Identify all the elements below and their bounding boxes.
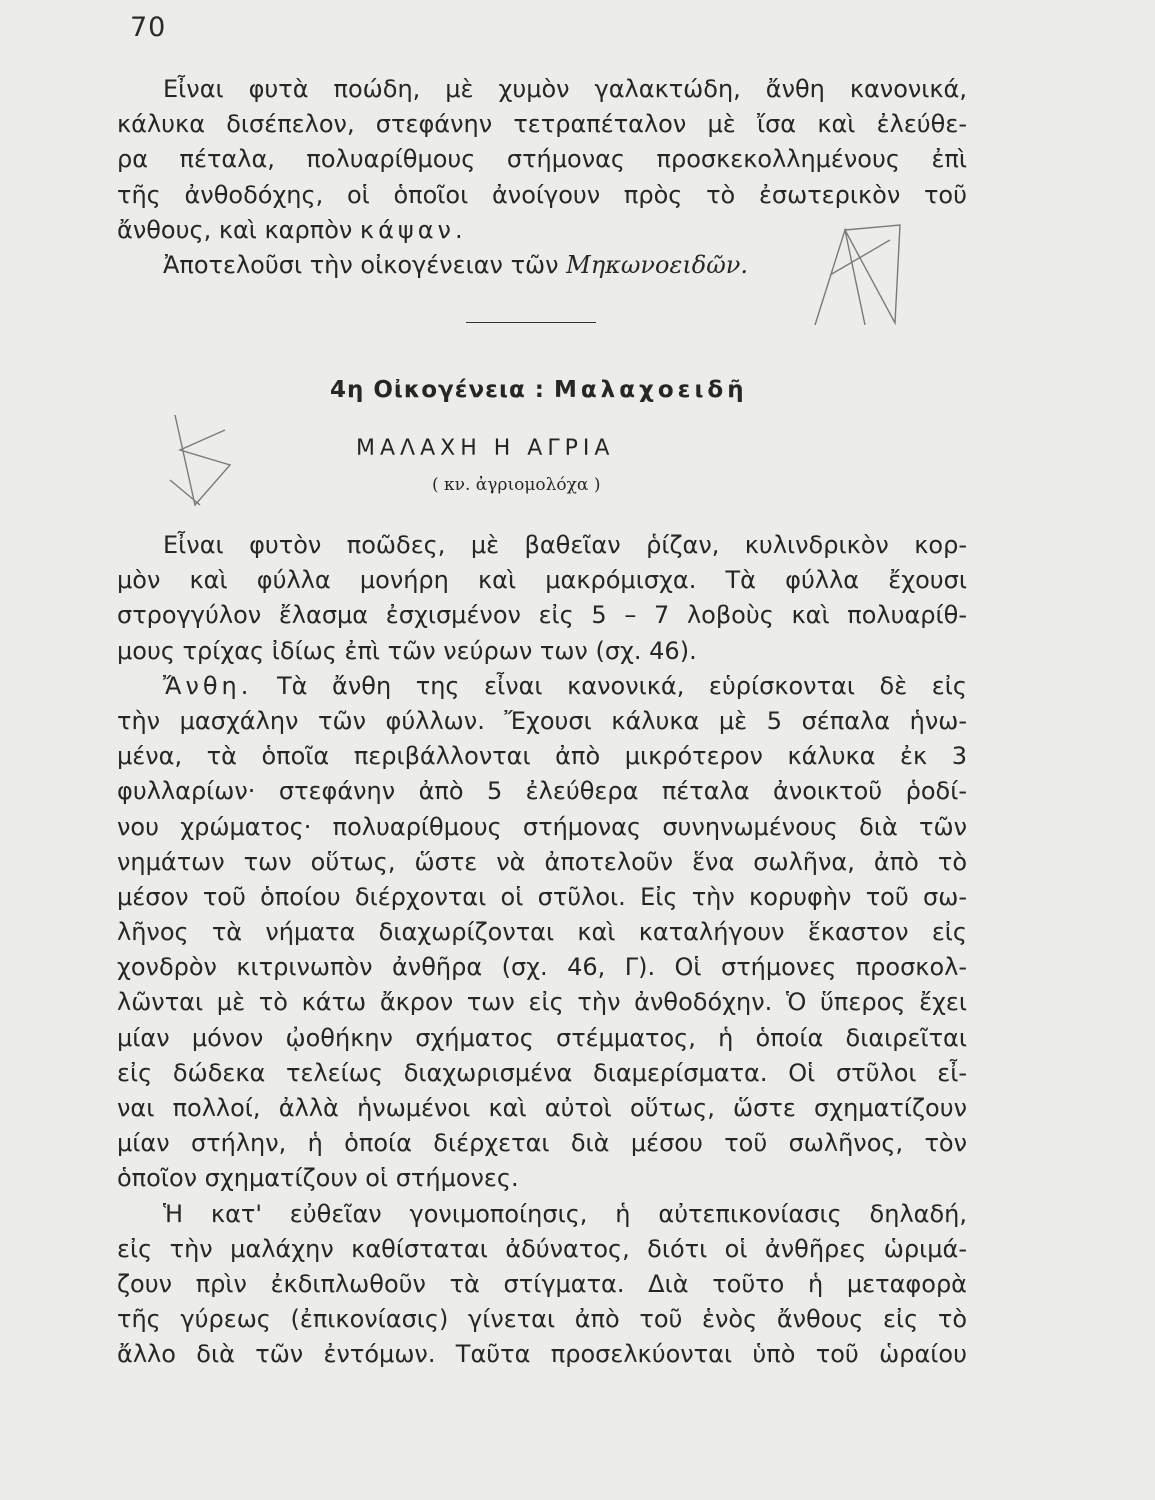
text-line: στρογγύλον ἔλασμα ἐσχισμένον εἰς 5 – 7 λοβοὺς καὶ πολυαρίθ- (117, 601, 967, 630)
text-line: Εἶναι φυτὸν ποῶδες, μὲ βαθεῖαν ῥίζαν, κυλινδρικὸν κορ- (163, 531, 967, 559)
body-text (117, 528, 967, 1373)
text-line: εἰς τὴν μαλάχην καθίσταται ἀδύνατος, διότι οἱ ἀνθῆρες ὡριμά- (117, 1234, 967, 1263)
species-title: ΜΑΛΑΧΗ Η ΑΓΡΙΑ (356, 436, 615, 461)
text-line: μίαν μόνον ᾠοθήκην σχήματος στέμματος, ἡ ὁποία διαιρεῖται (117, 1023, 967, 1052)
text-run: Τὰ ἄνθη της εἶναι κανονικά, εὑρίσκονται δὲ εἰς (276, 671, 967, 700)
pencil-mark (805, 205, 915, 335)
text-line: χονδρὸν κιτρινωπὸν ἀνθῆρα (σχ. 46, Γ). Οἱ στήμονες προσκολ- (117, 953, 967, 982)
text-run: ἄνθους, καὶ καρπὸν (117, 215, 353, 244)
text-line: μίαν στήλην, ἡ ὁποία διέρχεται διὰ μέσου τοῦ σωλῆνος, τὸν (117, 1129, 967, 1158)
text-line: μὸν καὶ φύλλα μονήρη καὶ μακρόμισχα. Τὰ φύλλα ἔχουσι (117, 566, 967, 595)
text-line: τῆς γύρεως (ἐπικονίασις) γίνεται ἀπὸ τοῦ ἑνὸς ἄνθους εἰς τὸ (117, 1305, 967, 1334)
text-line: τὴν μασχάλην τῶν φύλλων. Ἔχουσι κάλυκα μὲ 5 σέπαλα ἡνω- (117, 706, 967, 735)
text-line: λῶνται μὲ τὸ κάτω ἄκρον των εἰς τὴν ἀνθοδόχην. Ὁ ὕπερος ἔχει (117, 988, 967, 1017)
text-line: μέσον τοῦ ὁποίου διέρχονται οἱ στῦλοι. Εἰς τὴν κορυφὴν τοῦ σω- (117, 882, 967, 911)
text-line: Ἡ κατ' εὐθεῖαν γονιμοποίησις, ἡ αὐτεπικονίασις δηλαδή, (163, 1199, 967, 1228)
family-name: Μαλαχοειδῆ (553, 377, 748, 403)
paragraph-lead: Ἄνθη. (163, 671, 253, 700)
text-line: μένα, τὰ ὁποῖα περιβάλλονται ἀπὸ μικρότερον κάλυκα ἐκ 3 (117, 742, 967, 771)
text-line: τῆς ἀνθοδόχης, οἱ ὁποῖοι ἀνοίγουν πρὸς τὸ ἐσωτερικὸν τοῦ (117, 180, 967, 209)
text-line: εἰς δώδεκα τελείως διαχωρισμένα διαμερίσματα. Οἱ στῦλοι εἶ- (117, 1058, 967, 1087)
family-name-italic: Μηκωνοειδῶν. (566, 250, 748, 279)
text-line: νου χρώματος· πολυαρίθμους στήμονας συνηνωμένους διὰ τῶν (117, 812, 967, 841)
family-heading (330, 377, 748, 403)
text-line (117, 669, 967, 704)
text-line: ναι πολλοί, ἀλλὰ ἡνωμένοι καὶ αὐτοὶ οὕτως, ὥστε σχηματίζουν (117, 1094, 967, 1122)
text-line: κάλυκα δισέπελον, στεφάνην τετραπέταλον μὲ ἴσα καὶ ἐλεύθε- (117, 110, 967, 139)
text-line: Εἶναι φυτὰ ποώδη, μὲ χυμὸν γαλακτώδη, ἄνθη κανονικά, (163, 75, 967, 103)
text-line: ζουν πρὶν ἐκδιπλωθοῦν τὰ στίγματα. Διὰ τοῦτο ἡ μεταφορὰ (117, 1269, 967, 1298)
page-number: 70 (130, 12, 167, 43)
family-label: 4η Οἰκογένεια : (330, 377, 545, 403)
text-line: ἄλλο διὰ τῶν ἐντόμων. Ταῦτα προσελκύονται ὑπὸ τοῦ ὡραίου (117, 1340, 967, 1369)
section-divider (466, 322, 596, 323)
text-line: ρα πέταλα, πολυαρίθμους στήμονας προσκεκολλημένους ἐπὶ (117, 145, 967, 174)
pencil-mark (160, 410, 250, 510)
emphasized-term: κάψαν. (359, 215, 467, 244)
text-line: μους τρίχας ἰδίως ἐπὶ τῶν νεύρων των (σχ. 46). (117, 636, 697, 665)
text-line: λῆνος τὰ νήματα διαχωρίζονται καὶ καταλήγουν ἕκαστον εἰς (117, 918, 967, 947)
common-name: ( κν. ἀγριομολόχα ) (432, 475, 601, 495)
text-run: Ἀποτελοῦσι τὴν οἰκογένειαν τῶν (163, 250, 559, 279)
text-line: νημάτων των οὕτως, ὥστε νὰ ἀποτελοῦν ἕνα σωλῆνα, ἀπὸ τὸ (117, 847, 967, 876)
text-line: φυλλαρίων· στεφάνην ἀπὸ 5 ἐλεύθερα πέταλα ἀνοικτοῦ ῥοδί- (117, 777, 967, 806)
text-line: ὁποῖον σχηματίζουν οἱ στήμονες. (117, 1164, 519, 1193)
